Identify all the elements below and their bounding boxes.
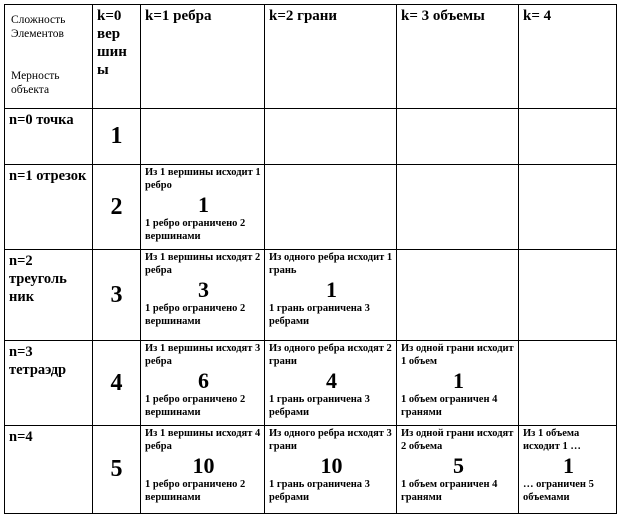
element-cell [141,341,265,426]
element-cell [397,426,519,514]
cell-bottom-text: … ограничен 5 объемами [523,479,594,503]
cell-count: 4 [326,368,337,393]
col-header-k0: k=0 вер шин ы [93,5,141,109]
col-header-k1: k=1 ребра [141,5,265,109]
row-label: n=3 тетраэдр [5,341,93,426]
cell-bottom-text: 1 ребро ограничено 2 вершинами [145,218,246,242]
corner-bottom-label: Мерность объекта [11,70,60,96]
element-cell [141,165,265,250]
empty-cell [397,109,519,165]
row-label: n=4 [5,426,93,514]
empty-cell [519,109,617,165]
element-cell [265,341,397,426]
cell-bottom-text: 1 объем ограничен 4 гранями [401,394,498,418]
row-label: n=0 точка [5,109,93,165]
cell-bottom-text: 1 грань ограничена 3 ребрами [269,479,370,503]
cell-count: 3 [198,277,209,302]
vertex-count: 4 [93,341,141,426]
vertex-count: 2 [93,165,141,250]
empty-cell [519,250,617,341]
vertex-count: 1 [93,109,141,165]
cell-bottom-text: 1 ребро ограничено 2 вершинами [145,303,246,327]
cell-top-text: Из 1 объема исходит 1 … [523,428,581,452]
element-cell [265,250,397,341]
empty-cell [141,109,265,165]
table-row [5,426,617,514]
empty-cell [519,341,617,426]
empty-cell [397,250,519,341]
empty-cell [397,165,519,250]
cell-bottom-text: 1 грань ограничена 3 ребрами [269,394,370,418]
corner-cell [5,5,93,109]
element-cell [141,250,265,341]
empty-cell [265,109,397,165]
empty-cell [519,165,617,250]
cell-top-text: Из 1 вершины исходят 3 ребра [145,343,261,367]
element-cell [519,426,617,514]
cell-top-text: Из одного ребра исходят 2 грани [269,343,392,367]
table-row [5,109,617,165]
header-row [5,5,617,109]
cell-count: 6 [198,368,209,393]
cell-bottom-text: 1 грань ограничена 3 ребрами [269,303,370,327]
row-label: n=1 отрезок [5,165,93,250]
cell-count: 5 [453,453,464,478]
cell-top-text: Из одной грани исходит 1 объем [401,343,514,367]
row-label: n=2 треуголь ник [5,250,93,341]
table-row [5,165,617,250]
cell-bottom-text: 1 объем ограничен 4 гранями [401,479,498,503]
element-cell [141,426,265,514]
cell-top-text: Из 1 вершины исходят 2 ребра [145,252,261,276]
table-row [5,341,617,426]
cell-bottom-text: 1 ребро ограничено 2 вершинами [145,479,246,503]
cell-top-text: Из 1 вершины исходят 4 ребра [145,428,261,452]
element-cell [265,426,397,514]
cell-top-text: Из одной грани исходят 2 объема [401,428,514,452]
cell-top-text: Из одного ребра исходят 3 грани [269,428,392,452]
cell-count: 1 [198,192,209,217]
simplex-table [4,4,617,514]
cell-bottom-text: 1 ребро ограничено 2 вершинами [145,394,246,418]
col-header-k4: k= 4 [519,5,617,109]
vertex-count: 5 [93,426,141,514]
corner-top-label: Сложность Элементов [11,14,66,40]
col-header-k3: k= 3 объемы [397,5,519,109]
empty-cell [265,165,397,250]
element-cell [397,341,519,426]
cell-count: 10 [320,453,343,478]
col-header-k2: k=2 грани [265,5,397,109]
cell-count: 1 [326,277,337,302]
table-row [5,250,617,341]
vertex-count: 3 [93,250,141,341]
cell-count: 1 [563,453,574,478]
cell-top-text: Из 1 вершины исходит 1 ребро [145,167,261,191]
cell-top-text: Из одного ребра исходит 1 грань [269,252,393,276]
cell-count: 1 [453,368,464,393]
cell-count: 10 [192,453,215,478]
